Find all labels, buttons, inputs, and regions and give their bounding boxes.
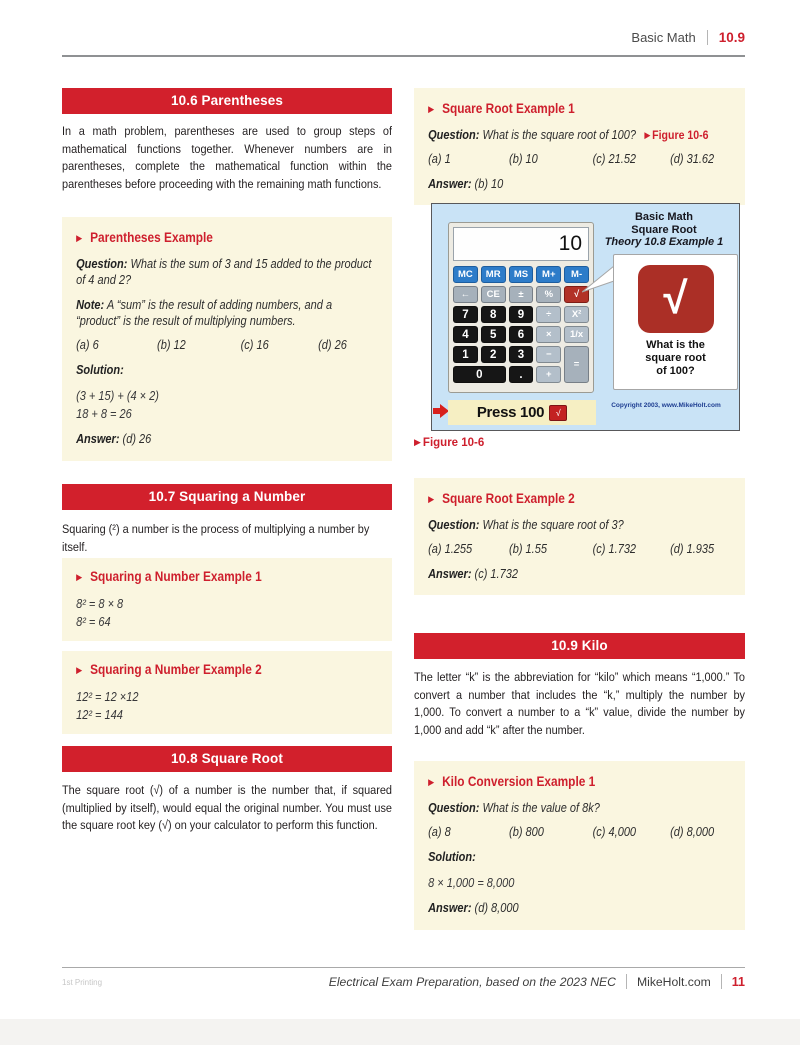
option-d: (d) 31.62 — [670, 152, 715, 166]
triangle-marker-icon: ▶ — [76, 665, 83, 675]
calculator-illustration — [448, 222, 594, 393]
option-a: (a) 1 — [428, 152, 451, 166]
option-d: (d) 8,000 — [670, 825, 715, 839]
question-line: Question: What is the value of 8k? — [428, 801, 600, 815]
example-title: ▶ Squaring a Number Example 2 — [76, 662, 262, 677]
calc-key-2: 2 — [481, 346, 506, 363]
example-title: ▶ Kilo Conversion Example 1 — [428, 774, 596, 789]
solution-line: (3 + 15) + (4 × 2) — [76, 389, 159, 403]
calc-key-backspace: ← — [453, 286, 478, 303]
option-b: (b) 1.55 — [509, 542, 547, 556]
sqrt-key-icon: √ — [549, 405, 567, 421]
option-a: (a) 6 — [76, 338, 99, 352]
answer-line: Answer: (b) 10 — [428, 177, 504, 191]
figure-title: Basic Math Square Root Theory 10.8 Example 1 — [604, 211, 724, 248]
calc-key-8: 8 — [481, 306, 506, 323]
press-instruction: Press 100 √ — [448, 400, 596, 425]
calc-key-reciprocal: 1/x — [564, 326, 589, 343]
option-a: (a) 8 — [428, 825, 451, 839]
section-10-8-paragraph: The square root (√) of a number is the number that, if squared (multiplied by itself), would equal the original number. You must use the square root key (√) on your calculator to perform this function. — [62, 783, 392, 833]
calc-key-7: 7 — [453, 306, 478, 323]
math-line: 8² = 64 — [76, 615, 111, 629]
parentheses-example-box — [62, 217, 392, 461]
answer-line: Answer: (d) 8,000 — [428, 901, 519, 915]
question-line: Question: What is the square root of 3? — [428, 518, 624, 532]
calculator-display: 10 — [453, 227, 589, 261]
header-section-label: Basic Math — [631, 30, 696, 45]
section-heading-10-7: 10.7 Squaring a Number — [62, 484, 392, 510]
book-title: Electrical Exam Preparation, based on the 2023 NEC — [328, 974, 616, 989]
header-section-number: 10.9 — [718, 30, 745, 45]
squaring-example-2-box — [62, 651, 392, 734]
math-line: 8² = 8 × 8 — [76, 597, 124, 611]
section-10-6-paragraph: In a math problem, parentheses are used to group steps of mathematical functions together. Whenever numbers are in parentheses, complete the mathematical function within the parentheses before proceeding with the remaining math functions. — [62, 124, 392, 191]
page-number: 11 — [731, 974, 745, 989]
calculator-keypad — [453, 266, 589, 383]
option-b: (b) 10 — [509, 152, 538, 166]
page-edge-shadow — [0, 1019, 800, 1045]
solution-line: 8 × 1,000 = 8,000 — [428, 876, 515, 890]
calc-key-mr: MR — [481, 266, 506, 283]
option-b: (b) 800 — [509, 825, 544, 839]
note-line: Note: A “sum” is the result of adding numbers, and a “product” is the result of multiplying numbers. — [76, 298, 333, 328]
calc-key-ms: MS — [509, 266, 534, 283]
calc-key-sqrt: √ — [564, 286, 589, 303]
calc-key-decimal: . — [509, 366, 534, 383]
calc-key-0: 0 — [453, 366, 506, 383]
answer-options — [428, 152, 731, 166]
calc-key-minus: − — [536, 346, 561, 363]
square-root-example-1-box — [414, 88, 745, 205]
answer-options — [428, 542, 731, 556]
answer-line: Answer: (c) 1.732 — [428, 567, 518, 581]
calc-key-mplus: M+ — [536, 266, 561, 283]
option-a: (a) 1.255 — [428, 542, 473, 556]
triangle-marker-icon: ▶ — [428, 104, 435, 114]
option-c: (c) 1.732 — [592, 542, 637, 556]
calc-key-plus: + — [536, 366, 561, 383]
option-d: (d) 1.935 — [670, 542, 715, 556]
calc-key-mminus: M- — [564, 266, 589, 283]
option-c: (c) 4,000 — [592, 825, 637, 839]
calc-key-4: 4 — [453, 326, 478, 343]
squaring-example-1-box — [62, 558, 392, 641]
sqrt-symbol-tile: √ — [638, 265, 714, 333]
calc-key-equals: = — [564, 346, 589, 383]
calc-key-1: 1 — [453, 346, 478, 363]
answer-options — [76, 338, 378, 352]
calc-key-percent: % — [536, 286, 561, 303]
section-heading-10-9: 10.9 Kilo — [414, 633, 745, 659]
kilo-conversion-example-box — [414, 761, 745, 930]
callout-pointer — [582, 266, 615, 296]
figure-10-6 — [431, 203, 740, 431]
printing-note: 1st Printing — [62, 978, 103, 987]
solution-label: Solution: — [76, 363, 124, 377]
calc-key-ce: CE — [481, 286, 506, 303]
page-footer — [329, 974, 745, 989]
figure-reference: ▶ Figure 10-6 — [644, 128, 709, 142]
triangle-marker-icon: ▶ — [76, 233, 83, 243]
question-line: Question: What is the sum of 3 and 15 added to the product of 4 and 2? — [76, 257, 372, 287]
calc-key-6: 6 — [509, 326, 534, 343]
triangle-marker-icon: ▶ — [428, 777, 435, 787]
triangle-marker-icon: ▶ — [76, 572, 83, 582]
example-title: ▶ Squaring a Number Example 1 — [76, 569, 262, 584]
section-heading-10-6: 10.6 Parentheses — [62, 88, 392, 114]
footer-divider — [721, 974, 722, 989]
example-title: ▶ Parentheses Example — [76, 230, 213, 245]
website: MikeHolt.com — [636, 974, 711, 989]
section-10-9-paragraph: The letter “k” is the abbreviation for “kilo” which means “1,000.” To convert a number that includes the “k,” multiply the number by 1,000. To convert a number to a “k” value, divide the number by 1,000 and add “k” after the number. — [414, 670, 745, 737]
footer-divider — [626, 974, 627, 989]
triangle-marker-icon: ▶ — [414, 437, 421, 447]
callout-text: What is the square root of 100? — [645, 339, 706, 377]
calc-key-mc: MC — [453, 266, 478, 283]
red-arrow-icon — [433, 403, 449, 419]
callout-bubble — [613, 254, 738, 390]
figure-caption: ▶ Figure 10-6 — [414, 437, 485, 449]
option-b: (b) 12 — [157, 338, 186, 352]
example-title: ▶ Square Root Example 2 — [428, 491, 575, 506]
option-c: (c) 21.52 — [592, 152, 637, 166]
calc-key-3: 3 — [509, 346, 534, 363]
section-10-7-paragraph: Squaring (²) a number is the process of multiplying a number by itself. — [62, 522, 370, 554]
math-line: 12² = 12 ×12 — [76, 690, 139, 704]
calc-key-divide: ÷ — [536, 306, 561, 323]
footer-rule — [62, 967, 745, 968]
calc-key-9: 9 — [509, 306, 534, 323]
answer-options — [428, 825, 731, 839]
page-header — [62, 30, 745, 45]
question-line: Question: What is the square root of 100? ▶ Figure 10-6 — [428, 128, 709, 142]
square-root-example-2-box — [414, 478, 745, 595]
calc-key-plusminus: ± — [509, 286, 534, 303]
answer-line: Answer: (d) 26 — [76, 432, 152, 446]
figure-copyright: Copyright 2003, www.MikeHolt.com — [611, 402, 721, 409]
solution-line: 18 + 8 = 26 — [76, 407, 132, 421]
header-rule — [62, 55, 745, 57]
calc-key-5: 5 — [481, 326, 506, 343]
example-title: ▶ Square Root Example 1 — [428, 101, 575, 116]
calc-key-multiply: × — [536, 326, 561, 343]
triangle-marker-icon: ▶ — [644, 130, 651, 140]
calc-key-square: X² — [564, 306, 589, 323]
triangle-marker-icon: ▶ — [428, 494, 435, 504]
option-d: (d) 26 — [318, 338, 347, 352]
math-line: 12² = 144 — [76, 708, 123, 722]
solution-label: Solution: — [428, 850, 476, 864]
option-c: (c) 16 — [240, 338, 269, 352]
section-heading-10-8: 10.8 Square Root — [62, 746, 392, 772]
header-divider — [707, 30, 708, 45]
